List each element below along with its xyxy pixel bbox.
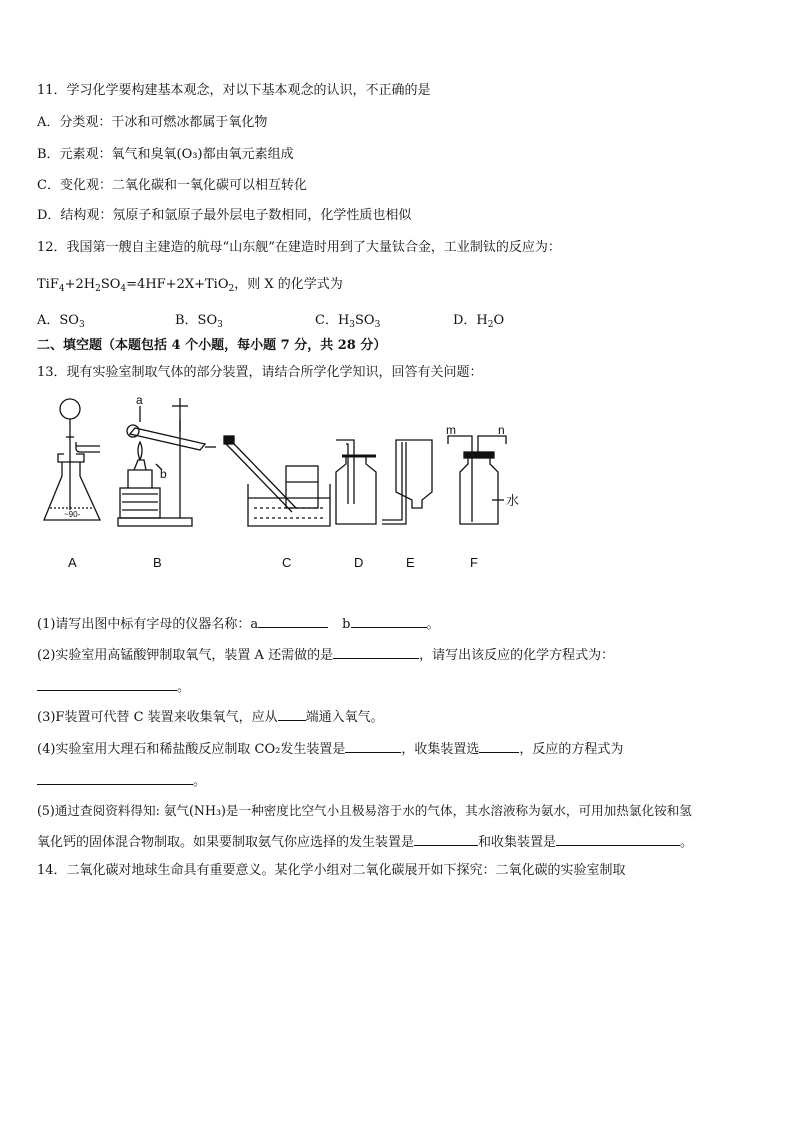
- answer-blank-4a[interactable]: [345, 739, 401, 753]
- svg-text:b: b: [160, 467, 167, 481]
- q12-option-b: B．$SO_3$: [175, 313, 223, 330]
- apparatus-f: [446, 423, 519, 524]
- q13-part1: (1)请写出图中标有字母的仪器名称：a b 。: [37, 614, 440, 634]
- svg-text:~90-: ~90-: [64, 510, 81, 519]
- svg-text:a: a: [136, 393, 143, 407]
- q11-option-c: C．变化观：二氧化碳和一氧化碳可以相互转化: [37, 178, 307, 193]
- answer-blank-2b[interactable]: [37, 677, 177, 691]
- q11-option-d: D．结构观：氖原子和氩原子最外层电子数相同，化学性质也相似: [37, 208, 412, 223]
- q13-part3: (3)F装置可代替 C 装置来收集氧气，应从 端通入氧气。: [37, 707, 384, 727]
- answer-blank-5b[interactable]: [556, 832, 680, 846]
- apparatus-a: [44, 399, 100, 520]
- q13-part5-line2: 氧化钙的固体混合物制取。如果要制取氨气你应选择的发生装置是 和收集装置是 。: [37, 832, 693, 852]
- q13-part4-line2: 。: [37, 771, 206, 791]
- q12-option-a: A．$SO_3$: [37, 313, 85, 330]
- q12-option-c: C．$H_3SO_3$: [315, 313, 381, 330]
- answer-blank-b[interactable]: [351, 614, 427, 628]
- answer-blank-3[interactable]: [278, 707, 306, 721]
- q13-part5: (5)通过查阅资料得知: 氨气(NH₃)是一种密度比空气小且极易溶于水的气体，其水溶液称为氨水，可用加热氯化铵和氢: [37, 803, 692, 818]
- q13-part4: (4)实验室用大理石和稀盐酸反应制取 CO₂发生装置是 ，收集装置选 ，反应的方程式为: [37, 739, 623, 759]
- answer-blank-2a[interactable]: [333, 645, 419, 659]
- apparatus-b: [118, 393, 216, 526]
- q13-part2-line2: 。: [37, 677, 190, 697]
- answer-blank-4c[interactable]: [37, 771, 193, 785]
- q13-stem: 13．现有实验室制取气体的部分装置，请结合所学化学知识，回答有关问题：: [37, 365, 483, 380]
- figure-label-e: E: [406, 555, 415, 570]
- apparatus-c: [224, 436, 330, 526]
- q12-stem: 12．我国第一艘自主建造的航母“山东舰”在建造时用到了大量钛合金，工业制钛的反应为：: [37, 240, 561, 255]
- answer-blank-5a[interactable]: [414, 832, 478, 846]
- q12-equation: $TiF_4+2H_2SO_4=4HF+2X+TiO_2$: [37, 277, 235, 294]
- q12-equation-tail: ，则 X 的化学式为: [234, 277, 343, 292]
- figure-label-f: F: [470, 555, 478, 570]
- section-heading: 二、填空题（本题包括 4 个小题，每小题 7 分，共 28 分）: [37, 338, 387, 353]
- apparatus-figure: [30, 392, 530, 540]
- figure-label-a: A: [68, 555, 77, 570]
- q14-stem: 14．二氧化碳对地球生命具有重要意义。某化学小组对二氧化碳展开如下探究：二氧化碳的实验室制取: [37, 863, 626, 878]
- q12-option-d: D．$H_2O$: [453, 313, 505, 330]
- answer-blank-a[interactable]: [258, 614, 328, 628]
- q12-options: [37, 312, 504, 330]
- q12-equation-line: [37, 276, 343, 294]
- answer-blank-4b[interactable]: [479, 739, 519, 753]
- apparatus-e: [382, 440, 432, 524]
- figure-label-d: D: [354, 555, 364, 570]
- svg-text:水: 水: [506, 493, 520, 508]
- q11-option-a: A．分类观：干冰和可燃冰都属于氧化物: [37, 115, 268, 130]
- figure-label-b: B: [153, 555, 162, 570]
- figure-label-c: C: [282, 555, 292, 570]
- svg-text:m: m: [446, 423, 456, 437]
- svg-text:n: n: [498, 423, 505, 437]
- apparatus-d: [336, 440, 376, 524]
- q13-part2: (2)实验室用高锰酸钾制取氧气，装置 A 还需做的是 ，请写出该反应的化学方程式为：: [37, 645, 614, 665]
- q11-stem: 11．学习化学要构建基本观念，对以下基本观念的认识，不正确的是: [37, 83, 431, 98]
- q11-option-b: B．元素观：氧气和臭氧(O₃)都由氧元素组成: [37, 147, 294, 162]
